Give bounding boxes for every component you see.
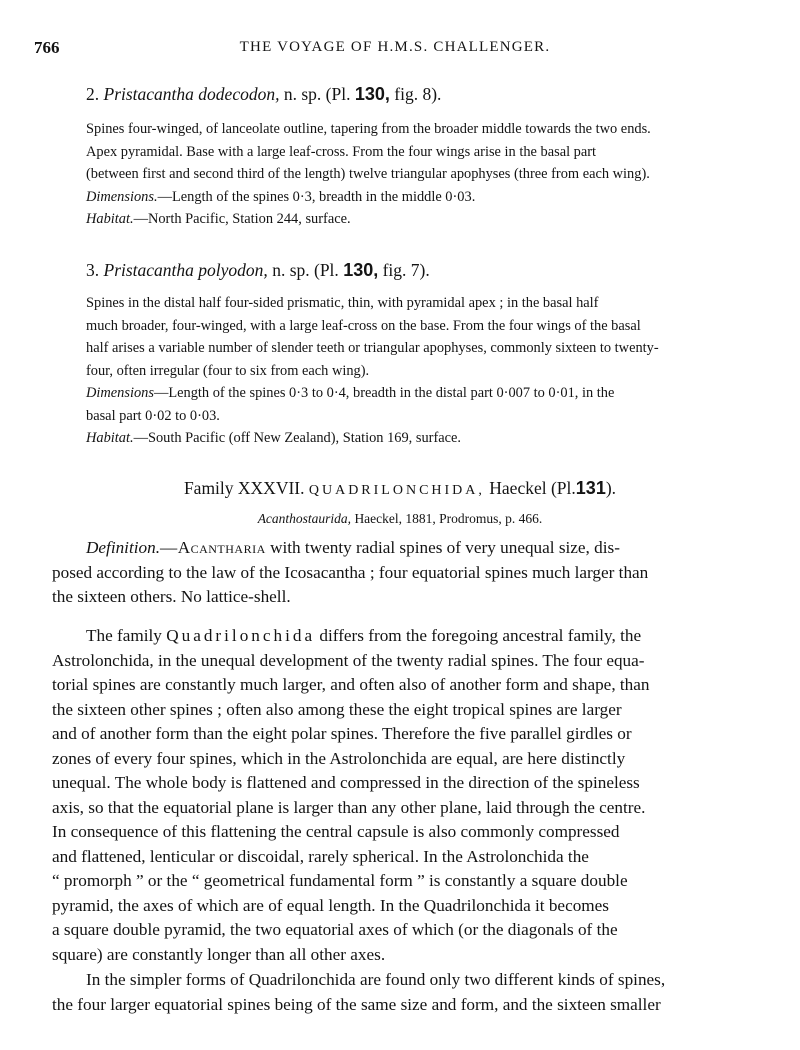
species-epithet: dodecodon, [198,84,280,104]
body-line: axis, so that the equatorial plane is larger than any other plane, laid through the centre. [52,797,646,817]
definition-line: posed according to the law of the Icosacantha ; four equatorial spines much larger than [52,562,649,582]
habitat-label: Habitat. [86,430,134,446]
description-line: half arises a variable number of slender teeth or triangular apophyses, commonly sixteen to twenty- [86,340,659,356]
family-author: Haeckel [489,478,547,498]
body-line: the sixteen other spines ; often also among these the eight tropical spines are larger [52,699,622,719]
dimensions-label: Dimensions [86,385,154,401]
genus-name: Pristacantha [103,260,194,280]
body-line: In consequence of this flattening the central capsule is also commonly compressed [52,822,620,841]
body-line [52,624,756,649]
plate-prefix: (Pl. [314,260,339,280]
body-line: In the simpler forms of Quadrilonchida are found only two different kinds of spines, [86,970,666,989]
body-line: “ promorph ” or the “ geometrical fundamental form ” is constantly a square double [52,871,628,890]
description-line: Apex pyramidal. Base with a large leaf-cross. From the four wings arise in the basal part [86,143,597,160]
plate-prefix: (Pl. [325,84,351,104]
species-title-polyodon [86,260,430,281]
body-line: square) are constantly longer than all other axes. [52,944,386,964]
family-synonym [0,511,800,527]
plate-prefix: (Pl. [550,478,576,498]
dimensions-text: —Length of the spines 0·3 to 0·4, breadth in the distal part 0·007 to 0·01, in the [153,385,615,401]
definition-line [86,536,756,561]
body-line: unequal. The whole body is flattened and compressed in the direction of the spineless [52,773,640,792]
description-line: much broader, four-winged, with a large leaf-cross on the base. From the four wings of the basal [86,317,641,334]
body-paragraph-2 [52,968,756,1017]
running-head: THE VOYAGE OF H.M.S. CHALLENGER. [239,39,551,55]
dimensions-line [86,382,756,405]
body-text: differs from the foregoing ancestral family, the [319,626,642,645]
plate-close: ). [605,478,617,498]
plate-number: 131 [575,478,606,498]
body-line: and flattened, lenticular or discoidal, rarely spherical. In the Astrolonchida the [52,846,589,866]
species-description-polyodon [86,292,756,450]
description-line: Spines four-winged, of lanceolate outline, tapering from the broader middle towards the two ends. [86,121,651,137]
definition-line: the sixteen others. No lattice-shell. [52,587,291,606]
plate-number: 130, [354,84,390,104]
page-header [34,38,756,62]
family-name-spaced: Quadrilonchida [166,626,316,645]
species-description-dodecodon [86,118,756,231]
habitat-text: —North Pacific, Station 244, surface. [133,211,351,227]
definition-block [52,536,756,610]
dimensions-text: —Length of the spines 0·3, breadth in the middle 0·03. [157,188,476,205]
species-status: n. sp. [283,84,322,104]
description-line: (between first and second third of the length) twelve triangular apophyses (three from each wing). [86,166,650,182]
species-number: 3. [86,260,100,280]
body-line: pyramid, the axes of which are of equal length. In the Quadrilonchida it becomes [52,895,609,915]
body-line: a square double pyramid, the two equatorial axes of which (or the diagonals of the [52,920,618,939]
plate-number: 130, [343,260,379,280]
definition-label: Definition. [86,538,160,557]
synonym-name: Acanthostaurida, [257,511,352,526]
description-line: four, often irregular (four to six from each wing). [86,362,370,379]
synonym-reference: Haeckel, 1881, Prodromus, p. 466. [354,511,543,526]
description-line: Spines in the distal half four-sided prismatic, thin, with pyramidal apex ; in the basal half [86,295,599,311]
dimensions-line [86,186,756,209]
body-paragraph-1 [52,624,756,967]
family-name: QUADRILONCHIDA, [308,483,485,498]
body-text: The family [86,626,162,645]
definition-text: with twenty radial spines of very unequal size, dis- [270,538,620,557]
species-number: 2. [86,84,100,104]
plate-figure: fig. 7). [382,260,430,280]
body-line: torial spines are constantly much larger, and often also of another form and shape, than [52,675,650,694]
habitat-label: Habitat. [86,211,134,227]
body-line: and of another form than the eight polar spines. Therefore the five parallel girdles or [52,724,632,743]
species-status: n. sp. [272,260,310,280]
dimensions-label: Dimensions. [86,188,158,205]
dimensions-line-continued: basal part 0·02 to 0·03. [86,407,220,424]
page-number: 766 [34,38,60,57]
body-line: Astrolonchida, in the unequal development of the twenty radial spines. The four equa- [52,650,645,670]
family-heading [0,478,800,499]
body-line: the four larger equatorial spines being of the same size and form, and the sixteen smaller [52,994,661,1014]
body-line: zones of every four spines, which in the Astrolonchida are equal, are here distinctly [52,748,626,768]
habitat-text: —South Pacific (off New Zealand), Station 169, surface. [133,430,462,446]
species-epithet: polyodon, [198,260,268,280]
family-prefix: Family XXXVII. [183,478,305,498]
plate-figure: fig. 8). [394,84,442,104]
species-title-dodecodon [86,84,441,105]
habitat-line [86,427,756,450]
genus-name: Pristacantha [103,84,194,104]
definition-lead: —Acantharia [160,538,266,557]
habitat-line [86,208,756,231]
